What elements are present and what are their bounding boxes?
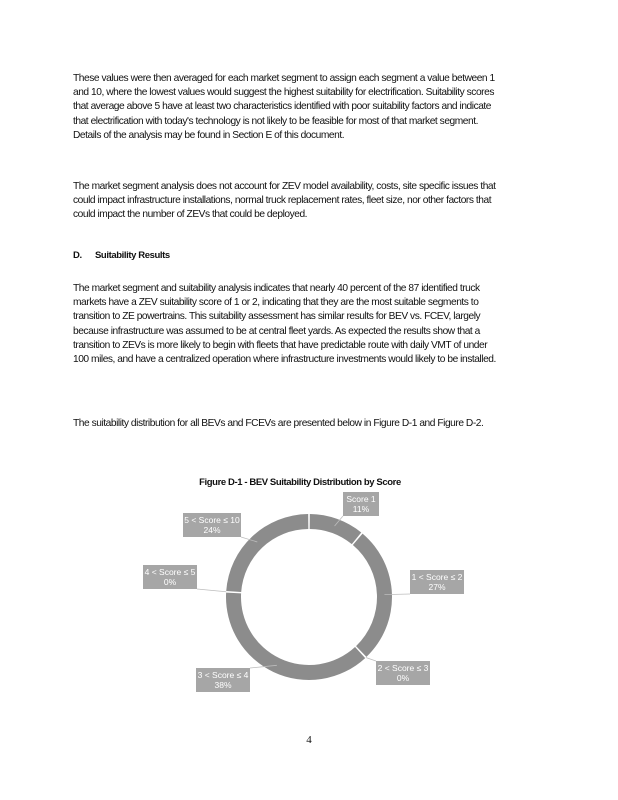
- slice-category-label: Score 1: [346, 494, 376, 504]
- slice-category-label: 4 < Score ≤ 5: [144, 567, 196, 577]
- slice-percent-label: 0%: [396, 673, 410, 683]
- page-number: 4: [306, 734, 312, 746]
- paragraph-figure-intro: The suitability distribution for all BEVs and FCEVs are presented below in Figure D-1 and Figure D-2.: [73, 418, 484, 429]
- slice-category-label: 5 < Score ≤ 10: [184, 515, 240, 525]
- paragraph-methodology: These values were then averaged for each market segment to assign each segment a value between 1 and 10, where the lowest values would suggest the highest suitability for electrification. Suitability scores that average above 5 have at least two characteristics identified with poor suitability factors and indicate that electrification with today's technology is not likely to be feasible for most of that market segment. Details of the analysis may be found in Section E of this document.: [73, 73, 495, 141]
- slice-label: [376, 661, 430, 685]
- slice-category-label: 3 < Score ≤ 4: [197, 670, 249, 680]
- label-leader-line: [366, 658, 376, 661]
- slice-percent-label: 38%: [214, 680, 232, 690]
- label-leader-line: [197, 589, 226, 592]
- slice-percent-label: 0%: [163, 577, 177, 587]
- donut-slice: [353, 534, 392, 657]
- slice-category-label: 1 < Score ≤ 2: [411, 572, 463, 582]
- slice-percent-label: 11%: [352, 504, 370, 514]
- slice-percent-label: 27%: [428, 582, 446, 592]
- donut-slice: [226, 593, 365, 680]
- slice-label: [410, 570, 464, 594]
- donut-slice: [310, 514, 362, 544]
- slice-label: [183, 513, 241, 537]
- slice-percent-label: 24%: [203, 525, 221, 535]
- slice-label: [143, 565, 197, 589]
- paragraph-results: The market segment and suitability analysis indicates that nearly 40 percent of the 87 identified truck markets have a ZEV suitability score of 1 or 2, indicating that they are the most suitable segments to transition to ZE powertrains. This suitability assessment has similar results for BEV vs. FCEV, largely because infrastructure was assumed to be at central fleet yards. As expected the results show that a transition to ZEVs is more likely to begin with fleets that have predictable route with daily VMT of under 100 miles, and have a centralized operation where infrastructure investments would likely to be installed.: [73, 283, 496, 366]
- section-number: D.: [73, 250, 82, 261]
- section-title: Suitability Results: [95, 250, 170, 261]
- slice-label: [196, 668, 250, 692]
- paragraph-limitations: The market segment analysis does not account for ZEV model availability, costs, site specific issues that could impact infrastructure installations, normal truck replacement rates, fleet size, nor other factors that could impact the number of ZEVs that could be deployed.: [73, 181, 496, 221]
- slice-category-label: 2 < Score ≤ 3: [377, 663, 429, 673]
- slice-layer: [226, 514, 392, 680]
- chart-title: Figure D-1 - BEV Suitability Distribution by Score: [199, 477, 401, 488]
- slice-label: [343, 492, 379, 516]
